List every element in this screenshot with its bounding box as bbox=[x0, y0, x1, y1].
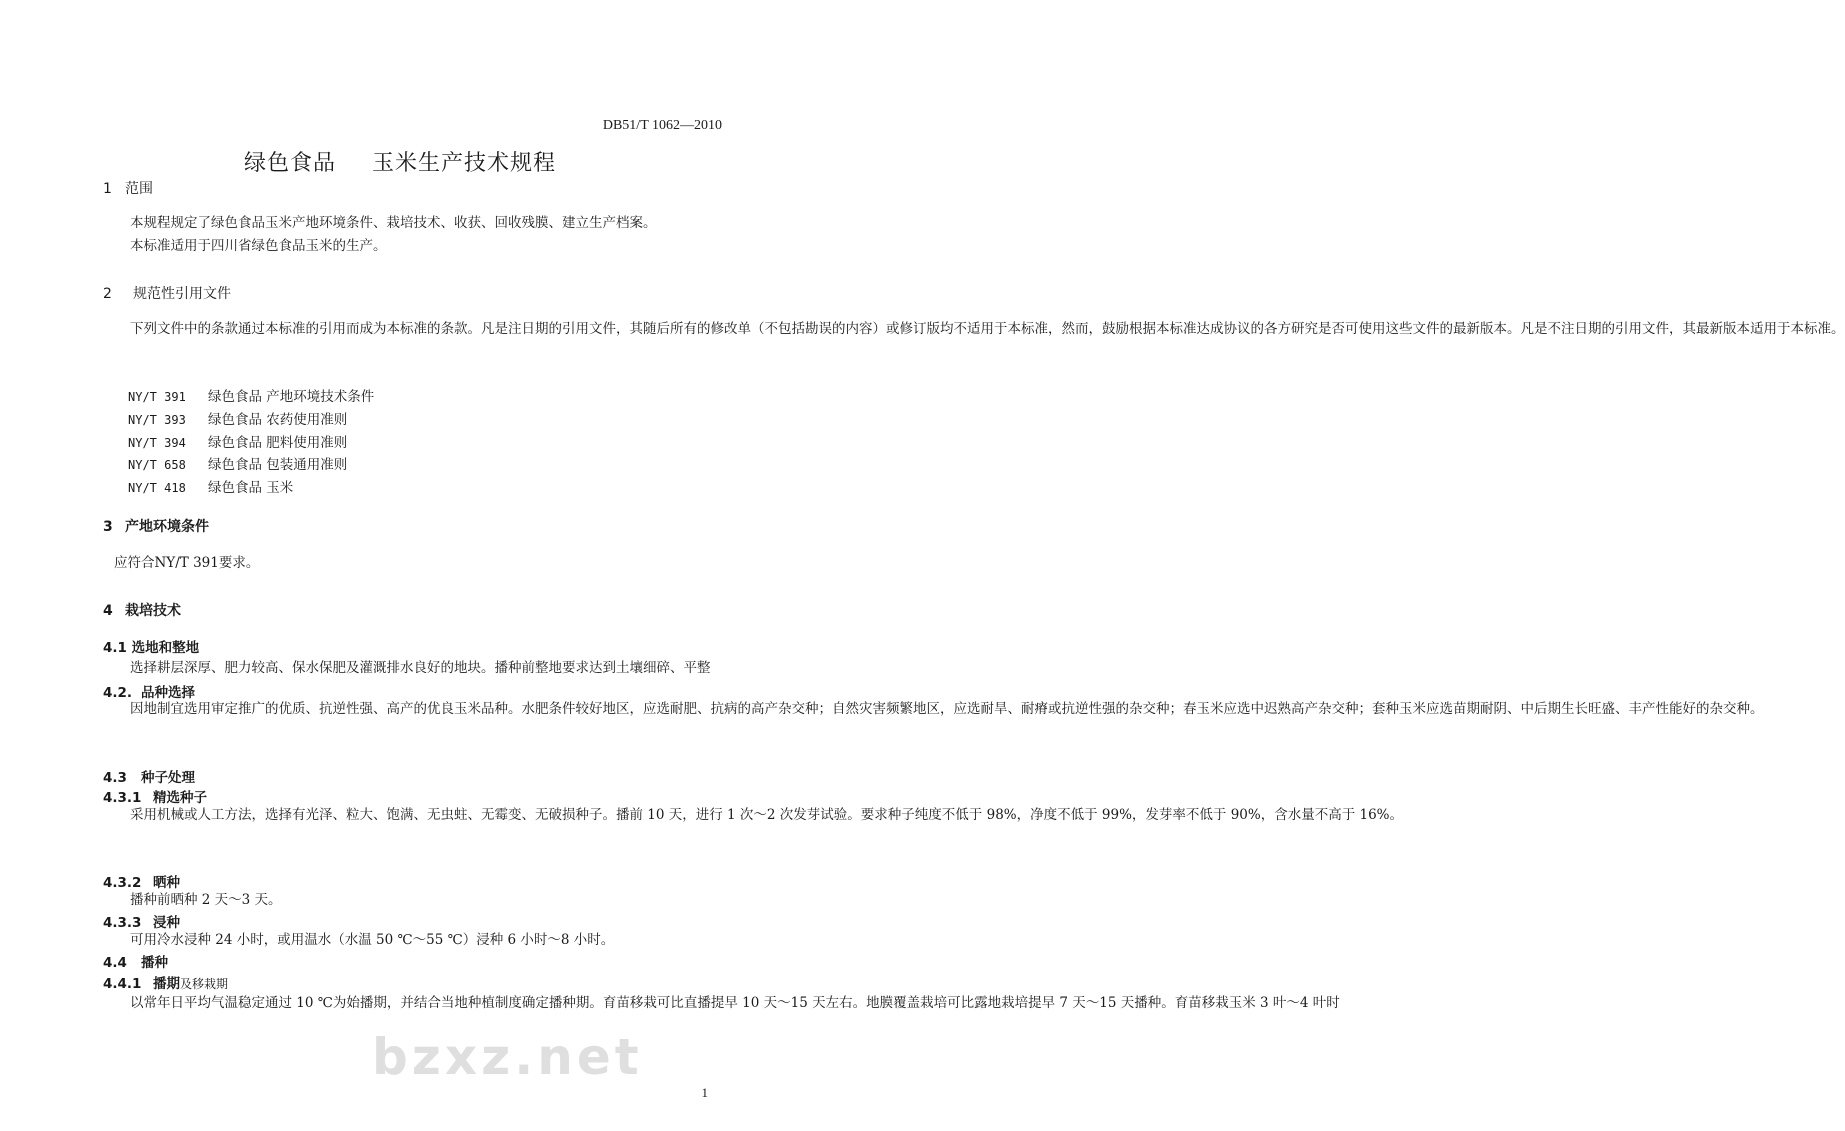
subsection-number: 4.4 bbox=[103, 955, 127, 971]
scope-paragraph-1: 本规程规定了绿色食品玉米产地环境条件、栽培技术、收获、回收残膜、建立生产档案。 bbox=[130, 215, 657, 231]
seed-drying-text: 播种前晒种 2 天～3 天。 bbox=[130, 892, 282, 908]
reference-code: NY/T 393 bbox=[128, 413, 186, 427]
section-title: 规范性引用文件 bbox=[133, 286, 231, 302]
environment-text: 应符合NY/T 391要求。 bbox=[114, 555, 260, 571]
subsection-4-3-1-heading bbox=[103, 786, 207, 806]
subsection-title: 种子处理 bbox=[141, 770, 195, 786]
reference-code: NY/T 658 bbox=[128, 458, 186, 472]
subsection-title-suffix: 及移栽期 bbox=[180, 977, 229, 991]
section-4-heading bbox=[103, 600, 181, 620]
reference-code: NY/T 418 bbox=[128, 481, 186, 495]
section-2-heading bbox=[103, 283, 231, 303]
reference-name: 绿色食品 玉米 bbox=[208, 480, 294, 496]
title-part-1: 绿色食品 bbox=[243, 151, 336, 176]
section-3-heading bbox=[103, 516, 209, 536]
reference-name: 绿色食品 农药使用准则 bbox=[208, 412, 348, 428]
reference-name: 绿色食品 包装通用准则 bbox=[208, 457, 348, 473]
reference-code: NY/T 394 bbox=[128, 436, 186, 450]
subsection-4-3-heading bbox=[103, 766, 195, 786]
subsection-number: 4.2. bbox=[103, 685, 133, 701]
subsection-title: 播种 bbox=[141, 955, 168, 971]
title-part-2: 玉米生产技术规程 bbox=[372, 151, 557, 176]
subsection-title: 播期 bbox=[153, 976, 180, 992]
section-title: 产地环境条件 bbox=[125, 519, 209, 535]
subsection-title: 浸种 bbox=[153, 915, 180, 931]
standard-code: DB51/T 1062—2010 bbox=[602, 118, 722, 133]
sowing-date-text: 以常年日平均气温稳定通过 10 ℃为始播期，并结合当地种植制度确定播种期。育苗移栽可比直播提早 10 天～15 天左右。地膜覆盖栽培可比露地栽培提早 7 天～15 天播种。育苗移栽玉米 3 叶～4 叶时 bbox=[130, 995, 1340, 1011]
section-title: 栽培技术 bbox=[125, 603, 181, 619]
subsection-number: 4.3.1 bbox=[103, 790, 142, 806]
section-number: 3 bbox=[103, 519, 113, 535]
scope-paragraph-2: 本标准适用于四川省绿色食品玉米的生产。 bbox=[130, 238, 387, 254]
subsection-title: 精选种子 bbox=[153, 790, 207, 806]
references-intro: 下列文件中的条款通过本标准的引用而成为本标准的条款。凡是注日期的引用文件，其随后所有的修改单（不包括勘误的内容）或修订版均不适用于本标准，然而，鼓励根据本标准达成协议的各方研究是否可使用这些文件的最新版本。凡是不注日期的引用文件，其最新版本适用于本标准。 bbox=[130, 321, 1845, 337]
seed-selection-text: 采用机械或人工方法，选择有光泽、粒大、饱满、无虫蛀、无霉变、无破损种子。播前 10 天，进行 1 次～2 次发芽试验。要求种子纯度不低于 98%，净度不低于 99%，发芽率不低于 90%，含水量不高于 16%。 bbox=[130, 807, 1403, 823]
subsection-number: 4.1 bbox=[103, 640, 127, 656]
subsection-number: 4.3 bbox=[103, 770, 127, 786]
document-title bbox=[0, 146, 800, 177]
subsection-4-3-2-heading bbox=[103, 871, 180, 891]
reference-name: 绿色食品 产地环境技术条件 bbox=[208, 389, 375, 405]
variety-selection-text: 因地制宜选用审定推广的优质、抗逆性强、高产的优良玉米品种。水肥条件较好地区，应选耐肥、抗病的高产杂交种；自然灾害频繁地区，应选耐旱、耐瘠或抗逆性强的杂交种；春玉米应选中迟熟高产杂交种；套种玉米应选苗期耐阴、中后期生长旺盛、丰产性能好的杂交种。 bbox=[130, 701, 1764, 717]
subsection-4-1-heading bbox=[103, 636, 199, 656]
section-number: 1 bbox=[103, 181, 112, 197]
section-number: 2 bbox=[103, 286, 112, 302]
section-1-heading bbox=[103, 178, 153, 198]
page-number: 1 bbox=[701, 1085, 708, 1100]
reference-item bbox=[128, 408, 347, 428]
seed-soaking-text: 可用冷水浸种 24 小时，或用温水（水温 50 ℃～55 ℃）浸种 6 小时～8 小时。 bbox=[130, 932, 615, 948]
section-title: 范围 bbox=[125, 181, 153, 197]
reference-name: 绿色食品 肥料使用准则 bbox=[208, 435, 348, 451]
reference-item bbox=[128, 431, 347, 451]
section-number: 4 bbox=[103, 603, 113, 619]
subsection-4-4-1-heading bbox=[103, 972, 228, 992]
subsection-title: 选地和整地 bbox=[131, 640, 200, 656]
reference-item bbox=[128, 453, 347, 473]
watermark: bzxz.net bbox=[372, 1028, 643, 1086]
subsection-4-3-3-heading bbox=[103, 911, 180, 931]
reference-item bbox=[128, 476, 293, 496]
reference-item bbox=[128, 385, 374, 405]
subsection-number: 4.3.2 bbox=[103, 875, 142, 891]
site-selection-text: 选择耕层深厚、肥力较高、保水保肥及灌溉排水良好的地块。播种前整地要求达到土壤细碎、平整 bbox=[130, 660, 711, 676]
reference-code: NY/T 391 bbox=[128, 390, 186, 404]
subsection-number: 4.3.3 bbox=[103, 915, 142, 931]
subsection-number: 4.4.1 bbox=[103, 976, 142, 992]
subsection-4-4-heading bbox=[103, 951, 168, 971]
subsection-title: 品种选择 bbox=[141, 685, 195, 701]
subsection-title: 晒种 bbox=[153, 875, 180, 891]
